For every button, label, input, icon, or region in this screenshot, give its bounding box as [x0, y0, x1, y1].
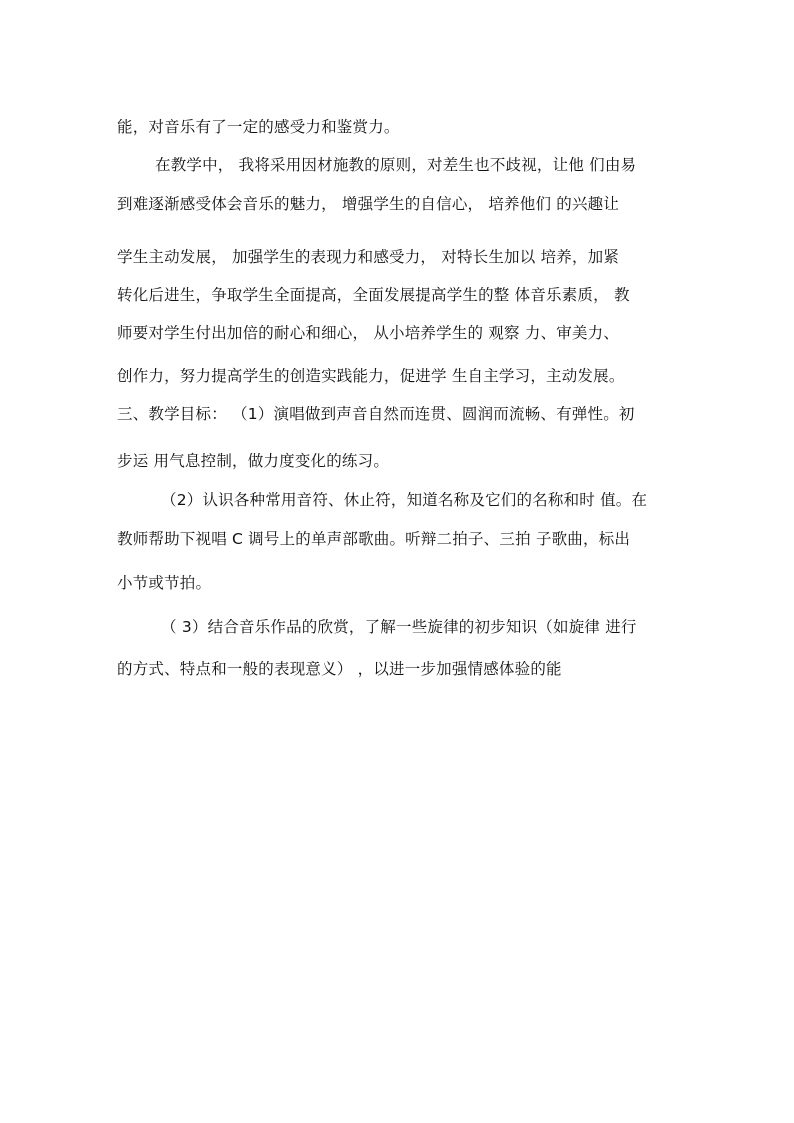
text-line-5: 转化后进生，争取学生全面提高，全面发展提高学生的整 体音乐素质， 教: [117, 286, 630, 304]
text-line-9: 步运 用气息控制，做力度变化的练习。: [117, 452, 390, 470]
text-line-6: 师要对学生付出加倍的耐心和细心， 从小培养学生的 观察 力、审美力、: [117, 324, 620, 342]
text-line-4: 学生主动发展， 加强学生的表现力和感受力， 对特长生加以 培养，加紧: [117, 248, 620, 266]
text-line-7: 创作力，努力提高学生的创造实践能力，促进学 生自主学习，主动发展。: [117, 367, 625, 385]
text-line-1: 能，对音乐有了一定的感受力和鉴赏力。: [117, 118, 400, 136]
text-line-12: 小节或节拍。: [117, 574, 212, 592]
text-line-2: 在教学中， 我将采用因材施教的原则，对差生也不歧视，让他 们由易: [155, 156, 637, 174]
text-line-11: 教师帮助下视唱 C 调号上的单声部歌曲。听辩二拍子、三拍 子歌曲，标出: [117, 530, 631, 548]
text-line-10: （2）认识各种常用音符、休止符，知道名称及它们的名称和时 值。在: [161, 491, 648, 509]
text-line-8: 三、教学目标： （1）演唱做到声音自然而连贯、圆润而流畅、有弹性。初: [117, 405, 635, 423]
text-line-3: 到难逐渐感受体会音乐的魅力， 增强学生的自信心， 培养他们 的兴趣让: [117, 195, 620, 213]
text-line-13: （ 3）结合音乐作品的欣赏，了解一些旋律的初步知识（如旋律 进行: [161, 618, 637, 636]
text-line-14: 的方式、特点和一般的表现意义） ，以进一步加强情感体验的能: [117, 660, 562, 678]
